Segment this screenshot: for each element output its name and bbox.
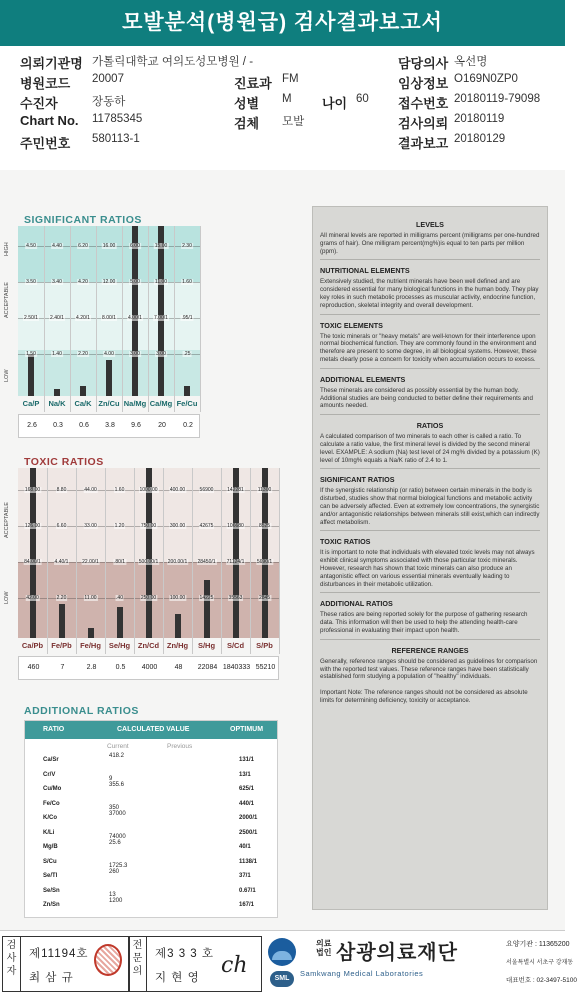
- inspector-box: [2, 936, 130, 992]
- column-divider: [76, 468, 77, 654]
- tick-label: 4.50: [26, 243, 36, 249]
- tick-label: 14225: [199, 595, 214, 601]
- ratio-value: 460: [27, 664, 40, 671]
- section-heading: ADDITIONAL ELEMENTS: [320, 374, 406, 384]
- column-divider: [70, 226, 71, 412]
- section-heading: RATIOS: [416, 421, 444, 431]
- section-text: It is important to note that individuals with elevated toxic levels may not always exhibit clinical symptoms associated with those particular toxic minerals. However, research has shown that toxic minerals can also produce an antagonistic effect on various essential minerals eventually leading to disturbances in their metabolic utilization.: [320, 549, 540, 593]
- info-label: 검사의뢰: [398, 116, 449, 131]
- tick-label: 1.60: [114, 487, 125, 493]
- info-label: 성별: [234, 96, 260, 111]
- tick-label: 3.00: [156, 351, 166, 357]
- section-text: The toxic minerals or "heavy metals" are well-known for their interference upon normal biochemical function. They are commonly found in the environment and therefore are present to some degree, in all biological systems. However, these metals clearly pose a concern for toxicity when accumulation occurs to excess.: [320, 333, 540, 369]
- header-ratio: RATIO: [43, 726, 65, 733]
- ratio-bar: [28, 354, 34, 397]
- zone-label: ACCEPTABLE: [4, 502, 10, 538]
- ratio-category: Na/Mg: [123, 399, 147, 408]
- ratio-bar: [158, 226, 164, 396]
- tick-label: 2.40/1: [50, 315, 64, 321]
- info-value: O169N0ZP0: [454, 73, 518, 85]
- additional-ratios-table: [24, 720, 278, 918]
- ratio-optimum: 440/1: [239, 800, 255, 807]
- section-heading: NUTRITIONAL ELEMENTS: [320, 266, 410, 276]
- info-value: 20180119-79098: [454, 93, 541, 105]
- tick-label: .95/1: [181, 315, 193, 321]
- tick-label: .40: [116, 595, 123, 601]
- ratio-bar: [146, 468, 152, 638]
- column-divider: [192, 468, 193, 654]
- column-divider: [279, 468, 280, 654]
- ratio-current: 1725.3: [109, 862, 128, 869]
- tick-label: 4.00: [104, 351, 114, 357]
- tick-label: 11.00: [84, 595, 97, 601]
- hair-analysis-scan: [0, 170, 565, 930]
- seal-stamp-icon: [94, 944, 122, 976]
- ratio-category: Ca/Pb: [21, 641, 44, 650]
- tick-label: 126.00: [24, 523, 41, 529]
- ratio-current: 355.6: [109, 782, 125, 788]
- additional-ratio-row: [25, 859, 277, 873]
- ratio-category: Na/K: [48, 399, 66, 408]
- patient-info: [0, 46, 565, 150]
- tick-label: 142281: [227, 487, 244, 493]
- ratio-name: K/Co: [43, 815, 57, 821]
- tick-label: 3.50: [26, 279, 36, 285]
- ratio-current: 37000: [109, 811, 126, 817]
- info-value: 580113-1: [92, 133, 140, 145]
- ratio-category: Ca/K: [74, 399, 92, 408]
- ratio-optimum: 13/1: [239, 771, 251, 778]
- info-value: 가톨릭대학교 여의도성모병원 / -: [92, 56, 254, 68]
- info-label: 나이: [322, 96, 348, 111]
- section-heading: REFERENCE RANGES: [391, 645, 469, 655]
- ratio-current: 350: [109, 804, 120, 811]
- report-footer: [0, 930, 577, 996]
- tick-label: 1000.00: [139, 487, 158, 493]
- column-divider: [47, 468, 48, 654]
- ratio-name: Se/Tl: [43, 873, 58, 879]
- signature: ch: [221, 953, 248, 978]
- column-divider: [200, 226, 201, 412]
- section-text: A calculated comparison of two minerals to each other is called a ratio. To calculate a ratio value, the first mineral level is divided by the second mineral level. EXAMPLE: A sodium (Na) test level of 24 mg% divided by a potassium (K) level of 10mg% equals a Na/K ratio of 2.4 to 1.: [320, 433, 540, 469]
- tick-label: 71124/1: [226, 559, 245, 565]
- info-label: 결과보고: [398, 136, 449, 151]
- column-divider: [163, 468, 164, 654]
- tick-label: 1.20: [114, 523, 125, 529]
- ratio-optimum: 40/1: [239, 844, 251, 850]
- tick-label: 6.00: [130, 243, 140, 249]
- tick-label: 2.20: [78, 351, 88, 357]
- info-label: 의뢰기관명: [20, 56, 83, 71]
- tick-label: 33.00: [84, 523, 97, 529]
- ratio-bar: [80, 386, 86, 396]
- info-row: [0, 110, 565, 130]
- ratio-optimum: 37/1: [239, 873, 251, 879]
- address-line-2: 서울특별시 서초구 강재동: [506, 960, 574, 966]
- zone-label: HIGH: [4, 242, 10, 256]
- tick-label: 250.00: [140, 595, 157, 601]
- ratio-category: S/Cd: [226, 641, 245, 650]
- tick-label: 42.00: [26, 595, 39, 601]
- ratio-value: 48: [174, 664, 183, 671]
- ratio-value: 0.5: [115, 664, 126, 671]
- ratio-bar: [175, 614, 181, 638]
- ratio-current: 418.2: [109, 753, 125, 759]
- column-divider: [122, 226, 123, 412]
- ratio-value: 20: [158, 422, 166, 429]
- ratio-name: S/Cu: [43, 858, 57, 865]
- additional-ratios-title: ADDITIONAL RATIOS: [24, 705, 139, 717]
- ratio-category: S/Hg: [197, 641, 216, 650]
- ratio-value: 1840333: [222, 664, 251, 671]
- tick-label: 44.00: [84, 487, 97, 493]
- additional-ratio-row: [25, 840, 277, 858]
- ratio-bar: [30, 468, 36, 638]
- ratio-name: Cu/Mo: [43, 786, 62, 792]
- ratio-value: 0.6: [79, 422, 89, 429]
- specialist-number: 제3 3 3 호: [155, 948, 214, 960]
- ratio-category: Fe/Pb: [51, 641, 72, 650]
- ratio-value: 0.2: [183, 422, 193, 429]
- address-line-1: 요양기관 : 11365200: [506, 941, 570, 948]
- tick-label: 4.40: [52, 243, 62, 249]
- ratio-current: 74000: [109, 833, 126, 840]
- ratio-value: 2.8: [86, 664, 97, 671]
- report-title: 모발분석(병원급) 검사결과보고서: [0, 0, 565, 46]
- tick-label: 3.40: [52, 279, 62, 285]
- ratio-name: Cr/V: [43, 771, 56, 778]
- ratio-optimum: 625/1: [239, 786, 255, 792]
- ratio-bar: [262, 468, 268, 638]
- significant-ratios-chart: [0, 226, 210, 429]
- info-value: 20007: [92, 73, 124, 85]
- ratio-optimum: 0.67/1: [239, 887, 256, 894]
- chart-zone: [18, 226, 200, 282]
- additional-ratio-row: [25, 782, 277, 800]
- ratio-values-row: [18, 414, 200, 438]
- tick-label: 2.30: [182, 243, 192, 249]
- info-row: [0, 130, 565, 150]
- specialist-label: 전문의: [129, 937, 147, 991]
- info-label: 병원코드: [20, 76, 71, 91]
- column-divider: [148, 226, 149, 412]
- info-label: 주민번호: [20, 136, 71, 151]
- section-heading: TOXIC ELEMENTS: [320, 320, 383, 330]
- info-label: 수진자: [20, 96, 58, 111]
- ratio-value: 7: [60, 664, 65, 671]
- additional-ratio-row: [25, 753, 277, 771]
- tick-label: 11300: [257, 487, 272, 493]
- additional-ratio-row: [25, 801, 277, 815]
- org-small-label: 의료법인: [316, 939, 332, 957]
- ratio-bar: [184, 386, 190, 396]
- ratio-optimum: 1138/1: [239, 858, 258, 865]
- tick-label: .80/1: [113, 559, 126, 565]
- ratio-current: 13: [109, 891, 116, 898]
- tick-label: 42675: [199, 523, 214, 529]
- tick-label: 6.20: [78, 243, 88, 249]
- ratio-value: 55210: [255, 664, 276, 671]
- tick-label: 100.00: [169, 595, 186, 601]
- column-divider: [44, 226, 45, 412]
- ratio-bar: [106, 360, 112, 396]
- additional-ratio-row: [25, 772, 277, 786]
- column-divider: [174, 226, 175, 412]
- tick-label: 300.00: [169, 523, 186, 529]
- column-divider: [250, 468, 251, 654]
- section-text: Generally, reference ranges should be considered as guidelines for comparison with the reported test values. These reference ranges have been statistically established form studying a population of "healthy" individuals.: [320, 657, 538, 681]
- tick-label: 2.20: [56, 595, 67, 601]
- tick-label: 56900: [199, 487, 214, 493]
- ratio-category: Zn/Cd: [137, 641, 160, 650]
- info-label: 담당의사: [398, 56, 449, 71]
- info-value: 모발: [282, 116, 305, 128]
- column-divider: [105, 468, 106, 654]
- tick-label: 4.20/1: [76, 315, 90, 321]
- zone-label: LOW: [4, 369, 10, 382]
- ratio-category: Zn/Cu: [98, 399, 120, 408]
- ratio-value: 2.6: [27, 422, 37, 429]
- section-heading: SIGNIFICANT RATIOS: [320, 475, 395, 485]
- tick-label: 2.50/1: [24, 315, 38, 321]
- section-heading: LEVELS: [416, 220, 444, 229]
- sml-badge: SML: [270, 971, 294, 987]
- tick-label: 168.00: [24, 487, 41, 493]
- ratio-optimum: 167/1: [239, 902, 255, 908]
- ratio-bar: [117, 607, 123, 638]
- tick-label: .25: [183, 351, 191, 357]
- ratio-bar: [132, 226, 138, 396]
- ratio-current: 9: [109, 775, 113, 782]
- specialist-name: 지 현 영: [155, 972, 200, 984]
- tick-label: 15.00: [154, 243, 168, 249]
- tick-label: 5690/1: [256, 559, 273, 565]
- column-divider: [134, 468, 135, 654]
- tick-label: 4.00/1: [128, 315, 142, 321]
- ratio-category: S/Pb: [256, 641, 273, 650]
- tick-label: 8525: [258, 523, 271, 529]
- section-text: These minerals are considered as possibly essential by the human body. Additional studies are being conducted to better define their requirements and amounts needed.: [320, 387, 540, 415]
- tick-label: 8.00/1: [102, 315, 116, 321]
- ratio-name: Zn/Sn: [43, 902, 60, 908]
- info-value: FM: [282, 73, 299, 85]
- header-calculated-value: CALCULATED VALUE: [117, 726, 190, 733]
- ratio-category: Zn/Hg: [166, 641, 189, 650]
- info-label: Chart No.: [20, 113, 79, 128]
- ratio-category: Ca/Mg: [149, 399, 173, 408]
- info-row: [0, 70, 565, 90]
- ratio-current: 25.6: [109, 840, 121, 846]
- tick-label: 7.00/1: [154, 315, 168, 321]
- column-divider: [221, 468, 222, 654]
- sml-logo-icon: [268, 938, 296, 966]
- tick-label: 2845: [258, 595, 271, 601]
- ratio-name: K/Li: [43, 829, 55, 836]
- info-label: 진료과: [234, 76, 272, 91]
- specialist-box: [128, 936, 262, 992]
- ratio-current: 260: [109, 869, 120, 875]
- ratio-bar: [233, 468, 239, 638]
- ratio-value: 4000: [141, 664, 158, 671]
- info-row: [0, 50, 565, 70]
- ratio-optimum: 131/1: [239, 757, 255, 763]
- tick-label: 3.00: [130, 351, 140, 357]
- ratio-name: Fe/Co: [43, 800, 60, 807]
- ratio-bar: [88, 628, 94, 638]
- tick-label: 1.40: [52, 351, 62, 357]
- tick-label: 400.00: [169, 487, 186, 493]
- org-name: 삼광의료재단: [336, 942, 458, 964]
- section-text: Extensively studied, the nutrient minerals have been well defined and are considered essential for many biological functions in the human body. They play key roles in such metabolic processes as muscular activity, endocrine function, reproduction, skeletal integrity and overall development.: [320, 278, 540, 314]
- ratio-values-row: [18, 656, 279, 680]
- tick-label: 4.20: [78, 279, 88, 285]
- tick-label: 500.00/1: [138, 559, 159, 565]
- tick-label: 750.00: [140, 523, 157, 529]
- ratio-name: Ca/Sr: [43, 757, 59, 763]
- info-label: 접수번호: [398, 96, 449, 111]
- additional-ratio-row: [25, 888, 277, 902]
- tick-label: 11.00: [154, 279, 168, 285]
- tick-label: 4.40/1: [54, 559, 69, 565]
- info-value: 20180129: [454, 133, 506, 145]
- additional-ratio-row: [25, 830, 277, 844]
- info-row: [0, 90, 565, 110]
- info-value: M: [282, 93, 292, 105]
- address-line-3: 대표번호 : 02-3497-5100: [506, 977, 577, 984]
- section-text: All mineral levels are reported in milligrams percent (milligrams per one-hundred grams of hair). One milligram percent(mg%)is equal to ten parts per million (ppm).: [320, 232, 540, 260]
- section-text: These ratios are being reported solely for the purpose of gathering research data. This information will then be used to help the attending health-care professional in evaluating their impact upon health.: [320, 611, 540, 639]
- ratio-category: Fe/Cu: [176, 399, 198, 408]
- ratio-category: Se/Hg: [108, 641, 131, 650]
- tick-label: 1.60: [182, 279, 192, 285]
- info-value: 옥선명: [454, 56, 488, 68]
- ratio-value: 3.8: [105, 422, 115, 429]
- header-current: Current: [107, 743, 129, 750]
- ratio-bar: [59, 604, 65, 638]
- section-text: If the synergistic relationship (or ratio) between certain minerals in the body is disturbed, studies show that normal biological functions and metabolic activity can be adversely affected. Even at extremely low concentrations, the synergistic and/or antagonistic relationships between minerals still exist,which can indirectly affect metabolism.: [320, 487, 540, 531]
- ratio-value: 22084: [197, 664, 218, 671]
- additional-ratio-row: [25, 811, 277, 829]
- section-heading: TOXIC RATIOS: [320, 537, 371, 547]
- info-label: 임상정보: [398, 76, 449, 91]
- ratio-current: 1200: [109, 898, 123, 904]
- tick-label: 6.60: [56, 523, 67, 529]
- additional-header-row: [25, 721, 277, 739]
- ratio-category: Fe/Hg: [80, 641, 101, 650]
- ratio-optimum: 2500/1: [239, 829, 258, 836]
- info-value: 11785345: [92, 113, 143, 125]
- org-english-name: Samkwang Medical Laboratories: [300, 969, 424, 978]
- tick-label: 28450/1: [197, 559, 216, 565]
- tick-label: 8.80: [56, 487, 67, 493]
- header-previous: Previous: [167, 743, 193, 750]
- zone-label: ACCEPTABLE: [4, 282, 10, 318]
- ratio-value: 0.3: [53, 422, 63, 429]
- section-text: Important Note: The reference ranges should not be considered as absolute limits for determining deficiency, toxicity or acceptance.: [320, 689, 528, 704]
- column-divider: [96, 226, 97, 412]
- ratio-category: Ca/P: [22, 399, 40, 408]
- additional-ratio-row: [25, 869, 277, 887]
- tick-label: 16.00: [102, 243, 116, 249]
- toxic-ratios-title: TOXIC RATIOS: [24, 456, 104, 468]
- info-value: 20180119: [454, 113, 505, 125]
- ratio-optimum: 2000/1: [239, 815, 258, 821]
- section-heading: ADDITIONAL RATIOS: [320, 599, 393, 609]
- info-value: 장동하: [92, 96, 126, 108]
- tick-label: 200.00/1: [167, 559, 188, 565]
- info-value: 60: [356, 93, 369, 105]
- inspector-name: 최 삼 규: [29, 972, 74, 984]
- zone-label: LOW: [4, 591, 10, 604]
- inspector-number: 제11194호: [29, 948, 89, 960]
- tick-label: 106680: [227, 523, 244, 529]
- ratio-bar: [204, 580, 210, 638]
- significant-ratios-title: SIGNIFICANT RATIOS: [24, 214, 142, 226]
- tick-label: 84.00/1: [24, 559, 41, 565]
- ratio-value: 9.6: [131, 422, 141, 429]
- inspector-label: 검사자: [3, 937, 21, 991]
- toxic-ratios-chart: [0, 468, 285, 680]
- ratio-bar: [54, 389, 60, 396]
- ratio-name: Mg/B: [43, 844, 58, 850]
- tick-label: 35563: [228, 595, 243, 601]
- tick-label: 12.00: [102, 279, 116, 285]
- tick-label: 22.00/1: [82, 559, 99, 565]
- header-optimum: OPTIMUM: [230, 726, 264, 733]
- tick-label: 1.50: [26, 351, 36, 357]
- info-label: 검체: [234, 116, 260, 131]
- tick-label: 5.00: [130, 279, 140, 285]
- additional-ratio-row: [25, 898, 277, 916]
- ratio-name: Se/Sn: [43, 887, 60, 894]
- explanation-column: [312, 206, 548, 910]
